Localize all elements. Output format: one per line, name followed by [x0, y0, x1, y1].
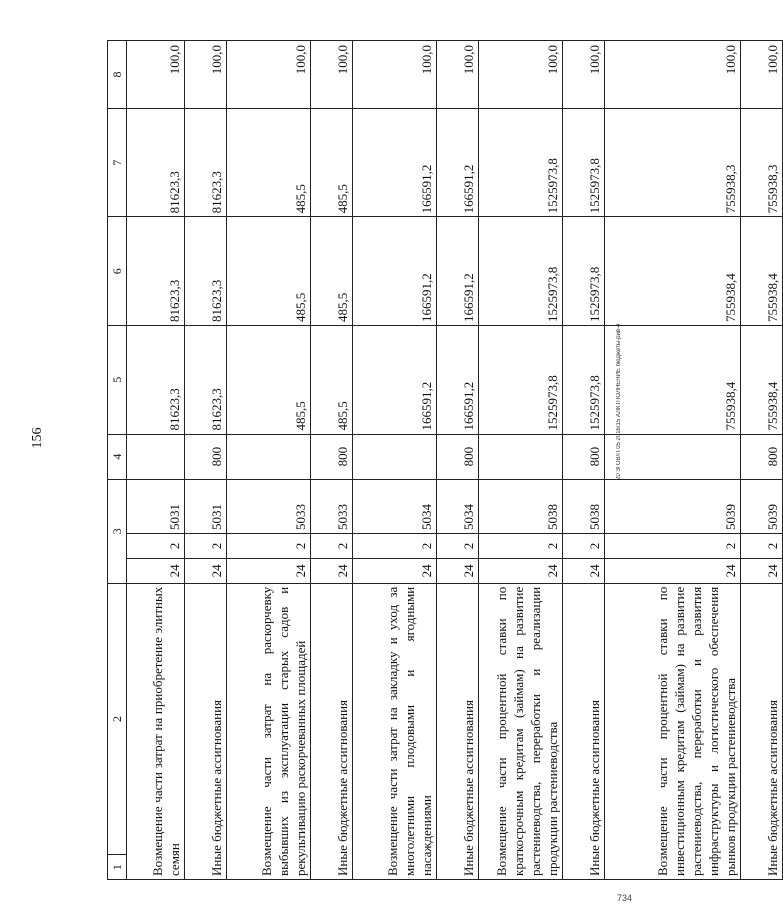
row-code-section: 24: [741, 558, 783, 583]
row-code-expense-type: 800: [311, 434, 353, 479]
row-value-col8: 100,0: [437, 41, 479, 109]
row-code-subsection: 2: [227, 534, 311, 559]
row-code-subsection: 2: [605, 534, 741, 559]
row-code-subsection: 2: [741, 534, 783, 559]
row-value-col7: 755938,3: [741, 108, 783, 217]
table-row: [479, 41, 563, 880]
header-col-8: 8: [108, 41, 127, 109]
budget-table: [107, 40, 783, 880]
table-row: [741, 41, 783, 880]
row-code-subsection: 2: [479, 534, 563, 559]
row-value-col8: 100,0: [479, 41, 563, 109]
row-code-section: 24: [479, 558, 563, 583]
header-col-5: 5: [108, 325, 127, 434]
table-row: [437, 41, 479, 880]
table-row: [563, 41, 605, 880]
row-value-col5: 81623,3: [127, 325, 185, 434]
header-col-7: 7: [108, 108, 127, 217]
row-code-target: 5033: [227, 479, 311, 533]
row-code-target: 5031: [127, 479, 185, 533]
row-value-col7: 485,5: [227, 108, 311, 217]
row-code-subsection: 2: [127, 534, 185, 559]
row-code-target: 5039: [605, 479, 741, 533]
row-value-col6: 485,5: [311, 217, 353, 326]
row-value-col7: 166591,2: [353, 108, 437, 217]
row-code-section: 24: [311, 558, 353, 583]
row-code-subsection: 2: [185, 534, 227, 559]
row-name: Иные бюджетные ассигнования: [741, 583, 783, 879]
row-value-col6: 755938,4: [605, 217, 741, 326]
row-code-subsection: 2: [311, 534, 353, 559]
row-code-subsection: 2: [353, 534, 437, 559]
row-code-section: 24: [185, 558, 227, 583]
header-col-4: 4: [108, 434, 127, 479]
row-value-col7: 755938,3: [605, 108, 741, 217]
row-name: Иные бюджетные ассигнования: [563, 583, 605, 879]
row-name: Возмещение части процентной ставки по краткосрочным кредитам (займам) на развитие растениеводства, переработки и реализации продукции растениеводства: [479, 583, 563, 879]
row-name: Иные бюджетные ассигнования: [185, 583, 227, 879]
row-name: Возмещение части затрат на закладку и уход за многолетними плодовыми и ягодными насаждениями: [353, 583, 437, 879]
document-footer-code: 20 ЗГОВ/П 05 2016/15 АЛКТПОЛНЕНИЕ бюджеты-рив-4: [616, 323, 622, 480]
row-code-section: 24: [437, 558, 479, 583]
header-row: [108, 41, 127, 880]
page-number: 156: [30, 427, 45, 449]
row-value-col5: 81623,3: [185, 325, 227, 434]
row-code-target: 5038: [563, 479, 605, 533]
row-code-section: 24: [227, 558, 311, 583]
row-value-col5: 755938,4: [741, 325, 783, 434]
table-row: [185, 41, 227, 880]
row-value-col6: 166591,2: [353, 217, 437, 326]
row-value-col8: 100,0: [563, 41, 605, 109]
row-code-expense-type: 800: [185, 434, 227, 479]
row-value-col5: 485,5: [227, 325, 311, 434]
row-code-expense-type: 800: [741, 434, 783, 479]
row-value-col5: 166591,2: [353, 325, 437, 434]
row-code-subsection: 2: [563, 534, 605, 559]
row-value-col6: 166591,2: [437, 217, 479, 326]
row-code-expense-type: [479, 434, 563, 479]
row-value-col8: 100,0: [741, 41, 783, 109]
row-name: Иные бюджетные ассигнования: [437, 583, 479, 879]
row-name: Возмещение части процентной ставки по инвестиционным кредитам (займам) на развитие растениеводства, переработки и развития инфраструктуры и логистического обеспечения рынков продукции растениеводства: [605, 583, 741, 879]
row-code-target: 5031: [185, 479, 227, 533]
row-value-col5: 166591,2: [437, 325, 479, 434]
table-row: [311, 41, 353, 880]
row-code-expense-type: [353, 434, 437, 479]
row-name: Возмещение части затрат на раскорчевку выбывших из эксплуатации старых садов и рекультивацию раскорчеванных площадей: [227, 583, 311, 879]
row-value-col8: 100,0: [185, 41, 227, 109]
row-code-target: 5034: [353, 479, 437, 533]
row-code-expense-type: [227, 434, 311, 479]
row-value-col8: 100,0: [311, 41, 353, 109]
row-value-col5: 1525973,8: [563, 325, 605, 434]
row-code-target: 5039: [741, 479, 783, 533]
row-code-subsection: 2: [437, 534, 479, 559]
row-value-col6: 755938,4: [741, 217, 783, 326]
row-value-col7: 1525973,8: [479, 108, 563, 217]
row-code-expense-type: [605, 434, 741, 479]
row-value-col6: 485,5: [227, 217, 311, 326]
row-value-col7: 81623,3: [127, 108, 185, 217]
header-col-3: 3: [108, 479, 127, 583]
header-col-6: 6: [108, 217, 127, 326]
header-col-1: 1: [108, 855, 127, 880]
row-value-col5: 1525973,8: [479, 325, 563, 434]
row-code-section: 24: [563, 558, 605, 583]
page-mark: 734: [616, 893, 632, 903]
row-code-section: 24: [127, 558, 185, 583]
row-value-col5: 485,5: [311, 325, 353, 434]
row-value-col6: 1525973,8: [563, 217, 605, 326]
row-value-col7: 166591,2: [437, 108, 479, 217]
row-value-col8: 100,0: [227, 41, 311, 109]
row-value-col7: 1525973,8: [563, 108, 605, 217]
header-col-2: 2: [108, 583, 127, 854]
row-value-col8: 100,0: [353, 41, 437, 109]
row-code-section: 24: [353, 558, 437, 583]
row-code-expense-type: 800: [437, 434, 479, 479]
row-value-col6: 81623,3: [127, 217, 185, 326]
row-code-expense-type: [127, 434, 185, 479]
row-value-col6: 1525973,8: [479, 217, 563, 326]
row-name: Возмещение части затрат на приобретение элитных семян: [127, 583, 185, 879]
row-value-col7: 485,5: [311, 108, 353, 217]
row-code-target: 5033: [311, 479, 353, 533]
row-name: Иные бюджетные ассигнования: [311, 583, 353, 879]
row-code-target: 5038: [479, 479, 563, 533]
row-value-col8: 100,0: [605, 41, 741, 109]
row-value-col5: 755938,4: [605, 325, 741, 434]
row-code-target: 5034: [437, 479, 479, 533]
row-code-expense-type: 800: [563, 434, 605, 479]
row-value-col6: 81623,3: [185, 217, 227, 326]
row-code-section: 24: [605, 558, 741, 583]
row-value-col8: 100,0: [127, 41, 185, 109]
table-row: [605, 41, 741, 880]
table-row: [127, 41, 185, 880]
row-value-col7: 81623,3: [185, 108, 227, 217]
table-row: [227, 41, 311, 880]
table-row: [353, 41, 437, 880]
